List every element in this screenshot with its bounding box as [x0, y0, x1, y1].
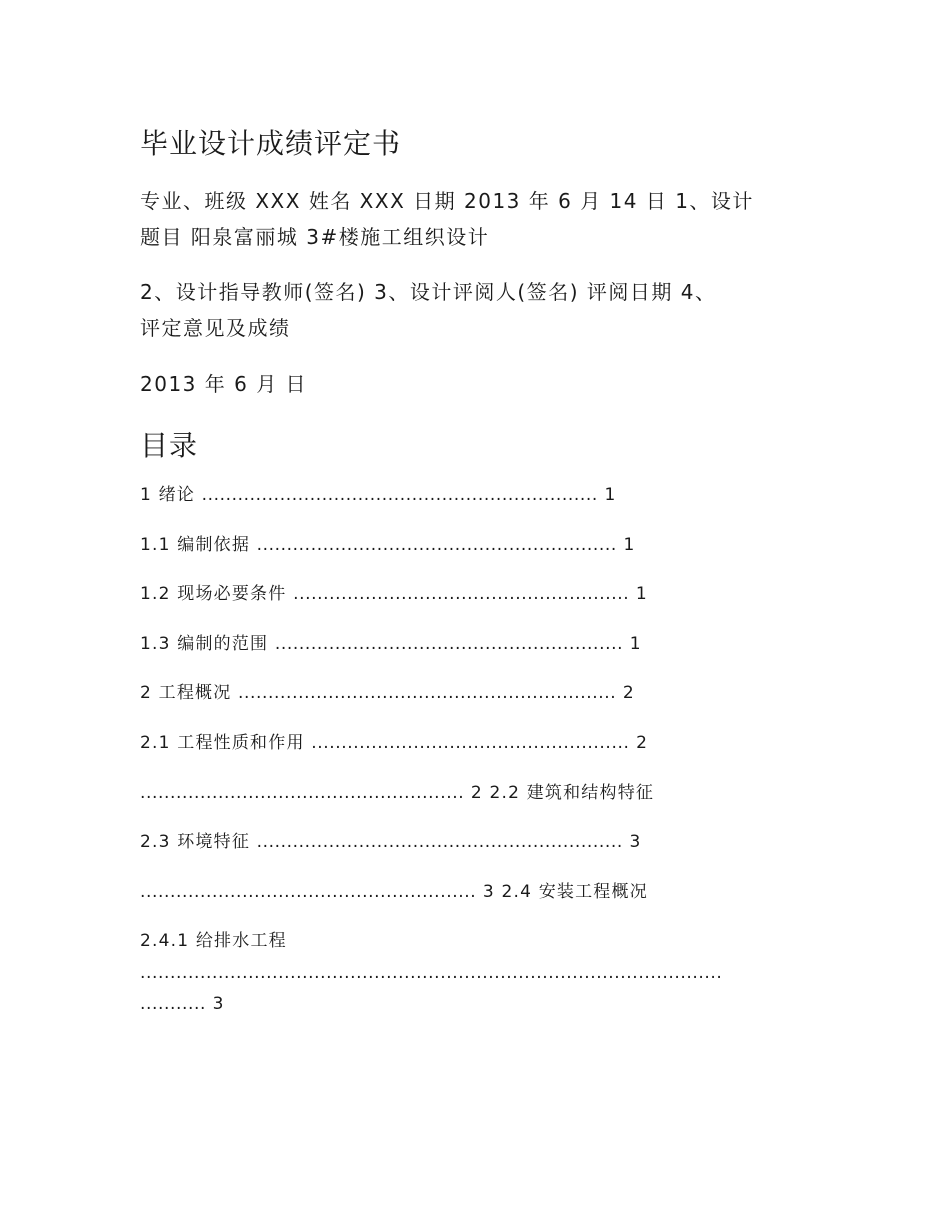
toc-title: 目录 [140, 429, 199, 462]
date-line: 2013 年 6 月 日 [140, 372, 308, 396]
toc-entry-label: 2.3 环境特征 [140, 832, 251, 852]
toc-entry-1-1[interactable] [140, 534, 636, 556]
toc-leader: ................................................................................................. [140, 963, 723, 983]
toc-entry-label: 2.4 安装工程概况 [501, 882, 648, 902]
toc-leader: ............................................................. [256, 832, 623, 852]
toc-entry-label: 2.1 工程性质和作用 [140, 733, 305, 753]
toc-entry-page: 1 [604, 485, 617, 505]
toc-leader: ............................................................... [238, 683, 617, 703]
toc-entry-page: 3 [212, 994, 225, 1014]
toc-entry-label: 1.2 现场必要条件 [140, 584, 287, 604]
toc-entry-1-3[interactable] [140, 633, 642, 655]
toc-entry-label: 1 绪论 [140, 485, 196, 505]
info-line-4: 评定意见及成绩 [140, 316, 291, 340]
toc-entry-label: 2.2 建筑和结构特征 [489, 783, 655, 803]
toc-entry-page: 3 [482, 882, 495, 902]
toc-leader: ........................................................ [140, 882, 477, 902]
toc-entry-label: 1.3 编制的范围 [140, 634, 269, 654]
info-line-2: 题目 阳泉富丽城 3#楼施工组织设计 [140, 225, 490, 249]
toc-entry-label: 2.4.1 给排水工程 [140, 931, 287, 951]
toc-entry-label: 2 工程概况 [140, 683, 232, 703]
toc-entry-1-2[interactable] [140, 583, 648, 605]
toc-entry-page: 1 [629, 634, 642, 654]
toc-entry-page: 2 [622, 683, 635, 703]
toc-entry-2-4-1[interactable] [140, 930, 287, 952]
toc-leader-line [140, 962, 722, 984]
toc-leader: ............................................................ [256, 535, 617, 555]
toc-entry-2-4[interactable] [140, 881, 648, 903]
document-title: 毕业设计成绩评定书 [140, 127, 402, 160]
toc-leader: ........... [140, 994, 207, 1014]
toc-entry-page: 3 [629, 832, 642, 852]
toc-entry-label: 1.1 编制依据 [140, 535, 251, 555]
toc-entry-2-2[interactable] [140, 782, 654, 804]
info-line-1: 专业、班级 XXX 姓名 XXX 日期 2013 年 6 月 14 日 1、设计 [140, 189, 754, 213]
toc-entry-page: 1 [635, 584, 648, 604]
toc-entry-2[interactable] [140, 682, 635, 704]
toc-leader: ........................................................ [293, 584, 630, 604]
toc-entry-2-3[interactable] [140, 831, 642, 853]
toc-entry-2-4-1-page-line [140, 993, 225, 1015]
info-line-3: 2、设计指导教师(签名) 3、设计评阅人(签名) 评阅日期 4、 [140, 280, 717, 304]
toc-leader: ...................................................... [140, 783, 465, 803]
toc-entry-page: 1 [623, 535, 636, 555]
toc-entry-page: 2 [470, 783, 483, 803]
toc-entry-2-1[interactable] [140, 732, 648, 754]
toc-leader: ..................................................... [311, 733, 630, 753]
toc-leader: .......................................................... [274, 634, 624, 654]
toc-entry-page: 2 [636, 733, 649, 753]
toc-entry-1[interactable] [140, 484, 617, 506]
toc-leader: .................................................................. [201, 485, 598, 505]
